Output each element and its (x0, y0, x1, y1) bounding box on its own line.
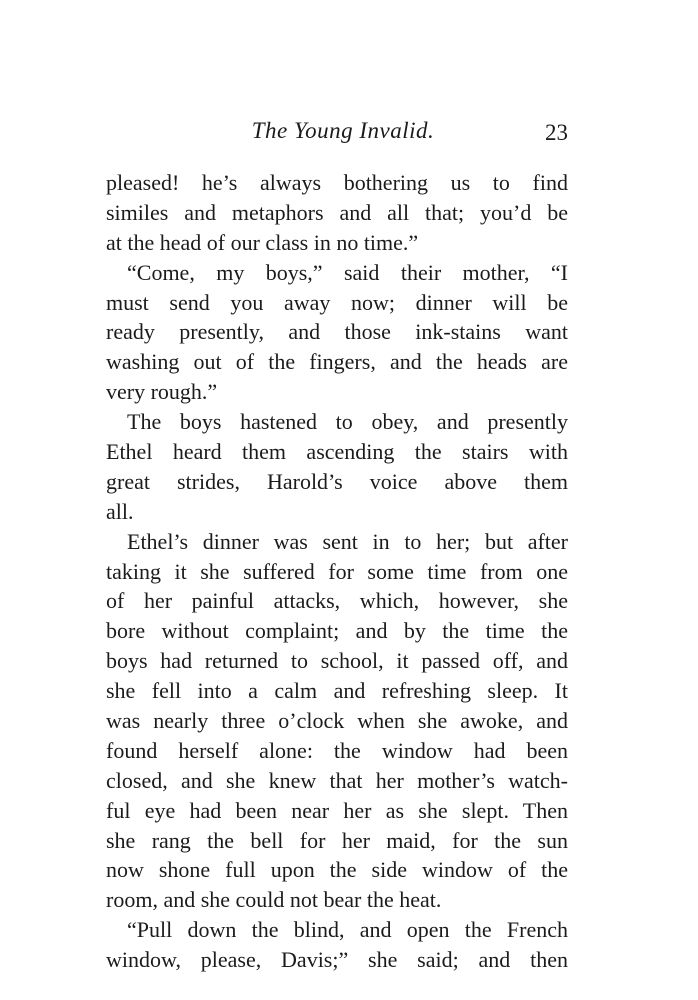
text-line: great strides, Harold’s voice above them (106, 468, 568, 494)
running-title: The Young Invalid. (251, 118, 435, 143)
text-line: room, and she could not bear the heat. (106, 887, 442, 913)
text-line: similes and metaphors and all that; you’d be (106, 199, 568, 225)
text-line: now shone full upon the side window of the (106, 857, 568, 883)
text-line: she rang the bell for her maid, for the sun (106, 827, 568, 853)
text-line: ful eye had been near her as she slept. Then (106, 797, 568, 823)
text-line: Ethel heard them ascending the stairs with (106, 439, 568, 465)
text-line: was nearly three o’clock when she awoke, and (106, 708, 568, 734)
text-line: she fell into a calm and refreshing sleep. It (106, 678, 568, 704)
paragraph-start-line: “Come, my boys,” said their mother, “I (127, 259, 568, 285)
text-line: ready presently, and those ink-stains want (106, 319, 568, 345)
paragraph-start-line: “Pull down the blind, and open the French (127, 917, 568, 943)
text-line: bore without complaint; and by the time the (106, 618, 568, 644)
text-line: closed, and she knew that her mother’s watch- (106, 767, 568, 793)
text-line: very rough.” (106, 379, 218, 405)
page-number: 23 (545, 120, 568, 145)
text-line: found herself alone: the window had been (106, 737, 568, 763)
text-line: window, please, Davis;” she said; and then (106, 947, 568, 973)
text-line: must send you away now; dinner will be (106, 289, 568, 315)
paragraph-start-line: The boys hastened to obey, and presently (127, 409, 568, 435)
text-line: of her painful attacks, which, however, she (106, 588, 568, 614)
text-line: washing out of the fingers, and the heads are (106, 349, 568, 375)
paragraph-start-line: Ethel’s dinner was sent in to her; but after (127, 528, 568, 554)
text-line: at the head of our class in no time.” (106, 229, 419, 255)
text-line: taking it she suffered for some time from one (106, 558, 568, 584)
running-head (106, 118, 568, 152)
body-text (106, 168, 568, 975)
text-line: boys had returned to school, it passed off, and (106, 648, 568, 674)
text-line: pleased! he’s always bothering us to find (106, 170, 568, 195)
text-line: all. (106, 498, 134, 524)
